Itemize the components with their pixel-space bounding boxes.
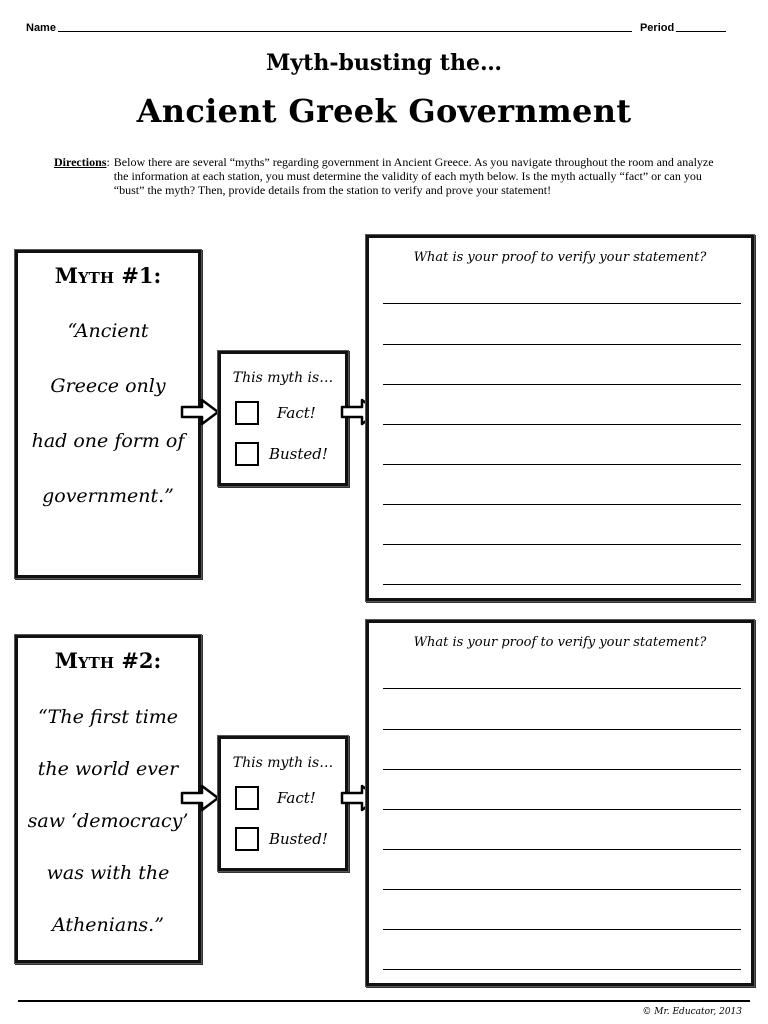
directions: Directions : Below there are several “myths” regarding government in Ancient Greece. As you navigate throughout the room and analyze the information at each station, you must determine the validity of each myth below. Is the myth actually “fact” or can you “bust” the myth? Then, provide details from the station to verify and prove your statement! — [54, 155, 714, 197]
period-label: Period — [639, 22, 675, 34]
myth-1-quote-line: government.” — [42, 485, 174, 507]
name-label: Name — [26, 22, 56, 34]
writing-line[interactable] — [383, 688, 741, 689]
worksheet-subtitle: Myth-busting the… — [266, 50, 502, 76]
fact-checkbox[interactable] — [235, 401, 259, 425]
writing-line[interactable] — [383, 929, 741, 930]
myth-2-quote-line: Athenians.” — [52, 914, 164, 936]
myth-1-status-box — [218, 351, 348, 486]
busted-label: Busted! — [269, 830, 328, 848]
myth-2-quote-line: “The first time — [37, 706, 179, 728]
myth-1-heading: Myth #1: — [54, 263, 162, 288]
myth-2-proof-prompt: What is your proof to verify your statement? — [413, 635, 707, 650]
arrow-right-icon — [180, 398, 220, 426]
myth-1-quote-line: had one form of — [31, 430, 185, 452]
writing-line[interactable] — [383, 544, 741, 545]
myth-2-quote-line: the world ever — [37, 758, 179, 780]
myth-1-quote-line: Greece only — [50, 375, 166, 397]
writing-line[interactable] — [383, 729, 741, 730]
myth-2-heading: Myth #2: — [54, 648, 162, 673]
copyright-notice: © Mr. Educator, 2013 — [642, 1007, 742, 1017]
myth-2-proof-box — [366, 620, 754, 986]
myth-2-status-box — [218, 736, 348, 871]
directions-label: Directions — [54, 155, 107, 169]
arrow-right-icon — [180, 784, 220, 812]
myth-2-busted-option[interactable] — [235, 827, 328, 851]
writing-line[interactable] — [383, 424, 741, 425]
writing-line[interactable] — [383, 464, 741, 465]
myth-2-quote-line: was with the — [46, 862, 170, 884]
writing-line[interactable] — [383, 849, 741, 850]
myth-1-proof-prompt: What is your proof to verify your statement? — [413, 250, 707, 265]
writing-line[interactable] — [383, 969, 741, 970]
writing-line[interactable] — [383, 504, 741, 505]
writing-line[interactable] — [383, 584, 741, 585]
writing-line[interactable] — [383, 384, 741, 385]
fact-label: Fact! — [277, 404, 316, 422]
period-field[interactable] — [676, 31, 726, 32]
myth-2-quote-line: saw ‘democracy’ — [27, 810, 189, 832]
myth-1-quote-line: “Ancient — [67, 320, 149, 342]
writing-line[interactable] — [383, 889, 741, 890]
busted-label: Busted! — [269, 445, 328, 463]
myth-1-status-label: This myth is… — [232, 370, 334, 386]
myth-1-busted-option[interactable] — [235, 442, 328, 466]
myth-1-proof-box — [366, 235, 754, 601]
myth-2-fact-option[interactable] — [235, 786, 316, 810]
myth-2-card — [15, 635, 201, 963]
writing-line[interactable] — [383, 769, 741, 770]
fact-checkbox[interactable] — [235, 786, 259, 810]
myth-1-card — [15, 250, 201, 578]
myth-2-status-label: This myth is… — [232, 755, 334, 771]
worksheet-title: Ancient Greek Government — [136, 92, 632, 130]
busted-checkbox[interactable] — [235, 827, 259, 851]
name-period-row — [26, 22, 742, 34]
name-field[interactable] — [58, 31, 632, 32]
myth-1-fact-option[interactable] — [235, 401, 316, 425]
footer-divider — [18, 1000, 750, 1002]
writing-line[interactable] — [383, 809, 741, 810]
directions-text: Below there are several “myths” regarding government in Ancient Greece. As you navigate throughout the room and analyze the information at each station, you must determine the validity of each myth below. Is the myth actually “fact” or can you “bust” the myth? Then, provide details from the station to verify and prove your statement! — [113, 155, 714, 197]
writing-line[interactable] — [383, 303, 741, 304]
fact-label: Fact! — [277, 789, 316, 807]
writing-line[interactable] — [383, 344, 741, 345]
busted-checkbox[interactable] — [235, 442, 259, 466]
